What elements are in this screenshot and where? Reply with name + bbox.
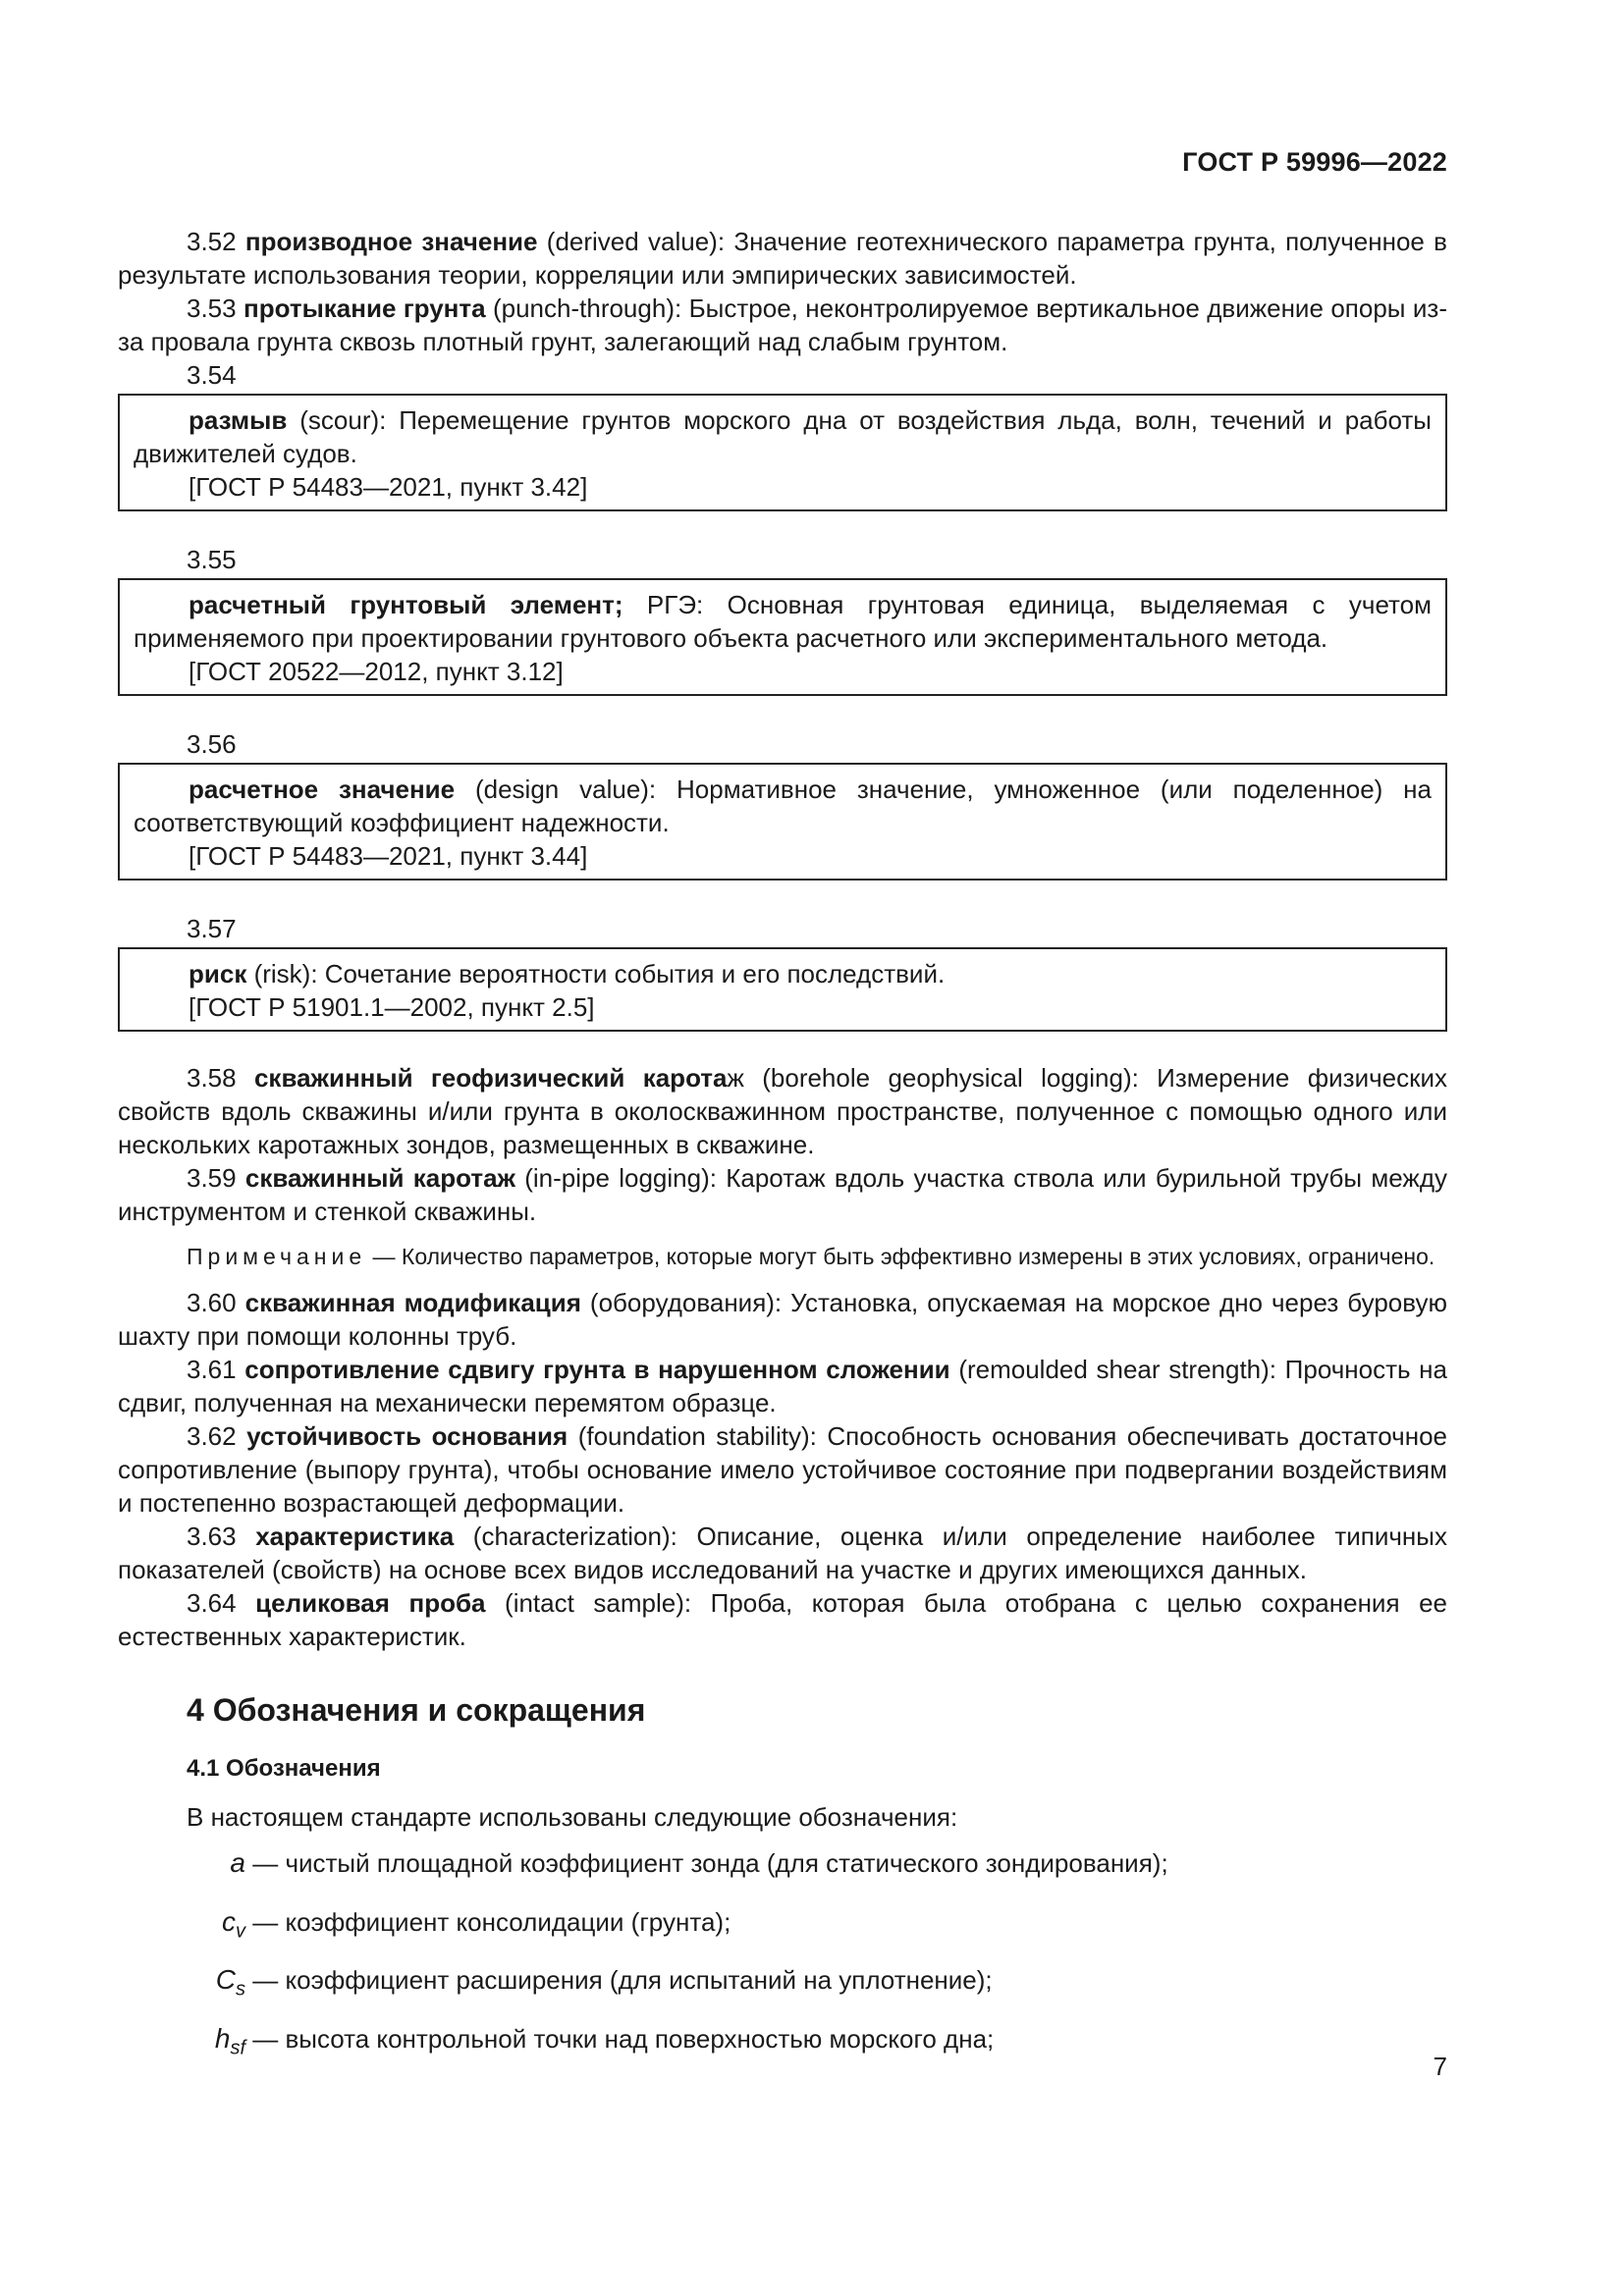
page-content <box>118 225 1447 2067</box>
document-header: ГОСТ Р 59996—2022 <box>1182 147 1447 177</box>
note-text: — Количество параметров, которые могут быть эффективно измерены в этих условиях, ограничено. <box>366 1244 1435 1269</box>
term-entry: 3.58 скважинный геофизический каротаж (borehole geophysical logging): Измерение физических свойств вдоль скважины и/или грунта в околоскважинном пространстве, полученное с помощью одного или нескольких каротажных зондов, размещенных в скважине. <box>118 1063 1447 1159</box>
term-definition: риск (risk): Сочетание вероятности события и его последствий. <box>189 959 946 988</box>
term-reference: [ГОСТ 20522—2012, пункт 3.12] <box>189 657 564 686</box>
term-entry: 3.53 протыкание грунта (punch-through): Быстрое, неконтролируемое вертикальное движение опоры из-за провала грунта сквозь плотный грунт, залегающий над слабым грунтом. <box>118 294 1447 356</box>
quoted-term-box <box>118 947 1447 1032</box>
term-reference: [ГОСТ Р 51901.1—2002, пункт 2.5] <box>189 992 595 1022</box>
term-entry: 3.61 сопротивление сдвигу грунта в нарушенном сложении (remoulded shear strength): Прочность на сдвиг, полученная на механически перемятом образце. <box>118 1355 1448 1417</box>
term-definition: расчетный грунтовый элемент; РГЭ: Основная грунтовая единица, выделяемая с учетом применяемого при проектировании грунтового объекта расчетного или экспериментального метода. <box>134 590 1432 653</box>
term-entry: 3.62 устойчивость основания (foundation stability): Способность основания обеспечивать достаточное сопротивление (выпору грунта), чтобы основание имело устойчивое состояние при подвергании воздействиям и постепенно возрастающей деформации. <box>118 1421 1447 1518</box>
symbol-entry: $c_v$ — коэффициент консолидации (грунта); <box>222 1905 731 1943</box>
term-entry: 3.52 производное значение (derived value): Значение геотехнического параметра грунта, полученное в результате использования теории, корреляции или эмпирических зависимостей. <box>118 227 1447 290</box>
term-entry: 3.63 характеристика (characterization): Описание, оценка и/или определение наиболее типичных показателей (свойств) на основе всех видов исследований на участке и других имеющихся данных. <box>118 1522 1447 1584</box>
term-number: 3.57 <box>187 914 237 943</box>
symbol-entry: a — чистый площадной коэффициент зонда (для статического зондирования); <box>230 1847 1168 1878</box>
quoted-term-box <box>118 763 1447 881</box>
section-intro: В настоящем стандарте использованы следующие обозначения: <box>187 1802 958 1832</box>
page-number: 7 <box>1433 2052 1447 2081</box>
quoted-term-box <box>118 394 1447 511</box>
term-entry: 3.64 целиковая проба (intact sample): Проба, которая была отобрана с целью сохранения ее естественных характеристик. <box>118 1588 1448 1651</box>
symbol-entry: $C_s$ — коэффициент расширения (для испытаний на уплотнение); <box>215 1964 993 2001</box>
symbol-entry: $h_{sf}$ — высота контрольной точки над поверхностью морского дна; <box>214 2022 995 2059</box>
quoted-term-box <box>118 578 1447 696</box>
term-reference: [ГОСТ Р 54483—2021, пункт 3.42] <box>189 472 588 502</box>
note <box>118 1242 1447 1272</box>
term-number: 3.54 <box>187 360 237 390</box>
note-label: Примечание <box>187 1244 367 1269</box>
term-number: 3.56 <box>187 729 237 759</box>
term-reference: [ГОСТ Р 54483—2021, пункт 3.44] <box>189 841 588 871</box>
section-heading: 4 Обозначения и сокращения <box>187 1692 646 1728</box>
term-number: 3.55 <box>187 545 237 574</box>
term-entry: 3.60 скважинная модификация (оборудования): Установка, опускаемая на морское дно через буровую шахту при помощи колонны труб. <box>118 1288 1447 1351</box>
term-definition: размыв (scour): Перемещение грунтов морского дна от воздействия льда, волн, течений и работы движителей судов. <box>134 405 1432 468</box>
term-definition: расчетное значение (design value): Нормативное значение, умноженное (или поделенное) на соответствующий коэффициент надежности. <box>134 774 1432 837</box>
term-entry: 3.59 скважинный каротаж (in-pipe logging): Каротаж вдоль участка ствола или бурильной трубы между инструментом и стенкой скважины. <box>118 1163 1447 1226</box>
subsection-heading: 4.1 Обозначения <box>187 1755 381 1782</box>
